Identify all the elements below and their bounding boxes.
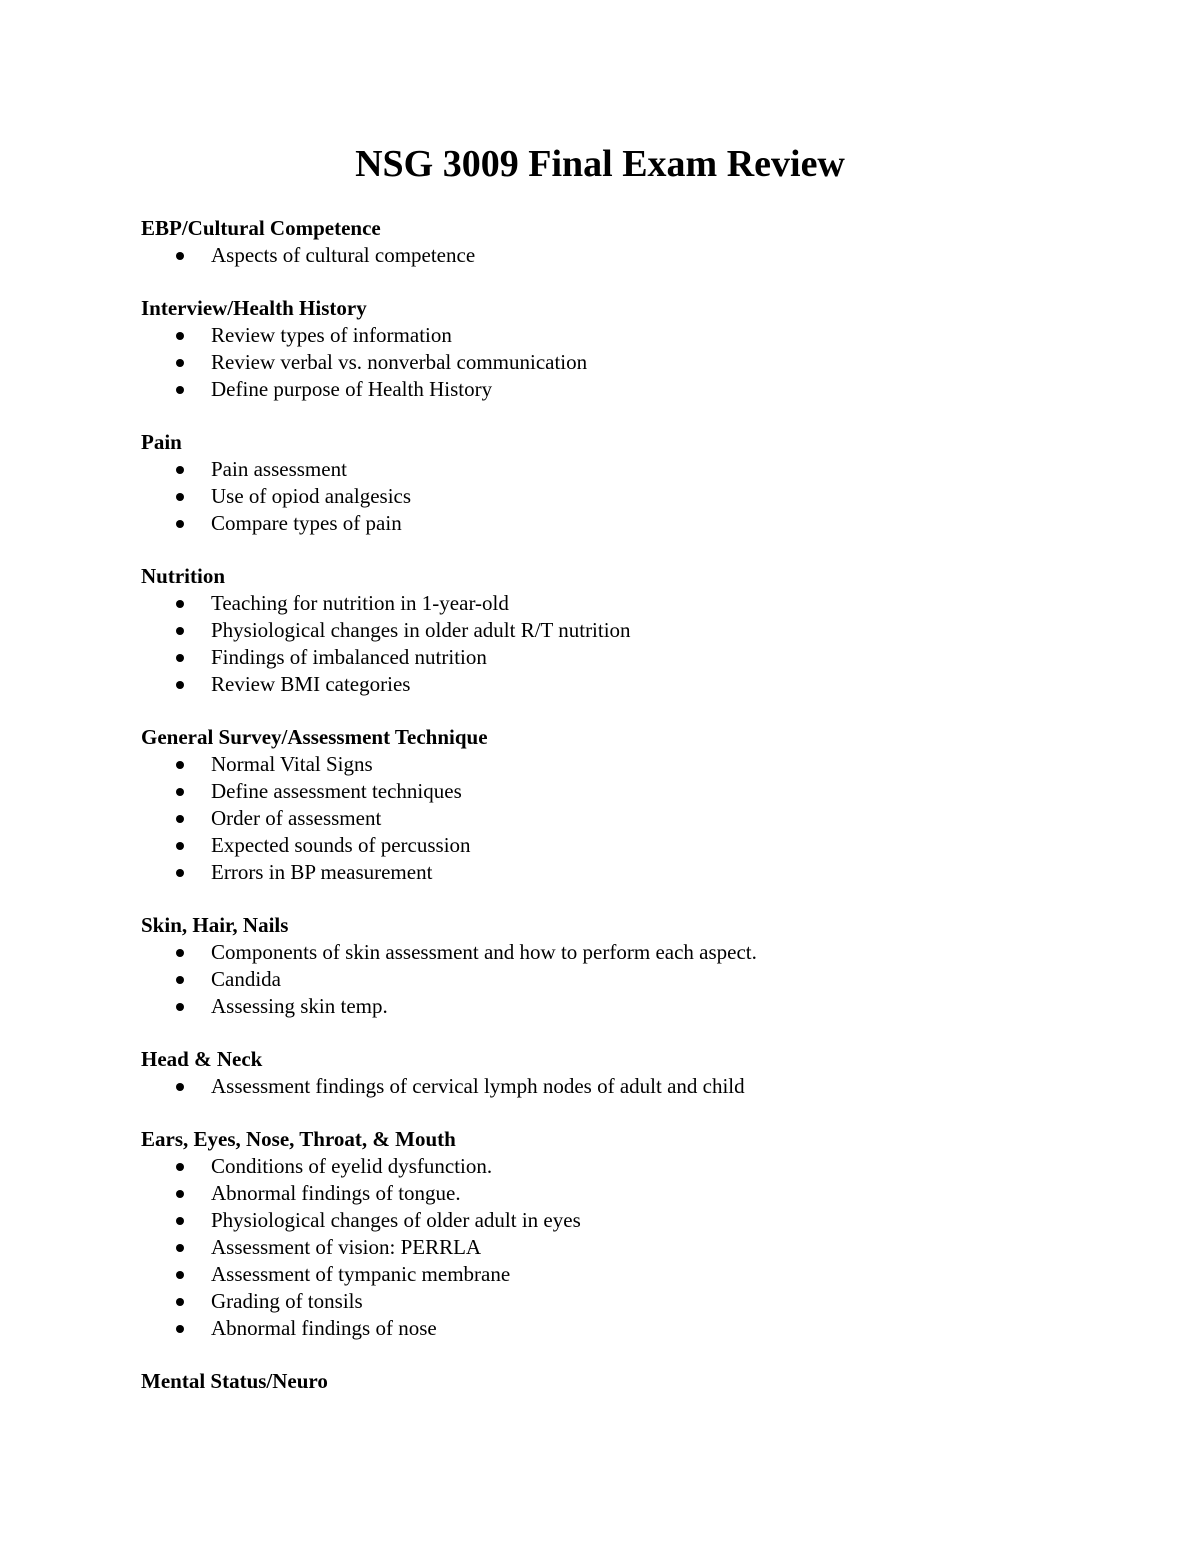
list-item-text: Assessment of vision: PERRLA [211, 1235, 482, 1259]
section-heading: Pain [141, 430, 182, 454]
section-nutrition [141, 563, 1101, 698]
bullet-icon [176, 1163, 184, 1171]
bullet-icon [176, 1217, 184, 1225]
bullet-list [141, 590, 1101, 698]
section-skin-hair-nails [141, 912, 1101, 1020]
list-item [141, 376, 1101, 403]
bullet-list [141, 1073, 1101, 1100]
bullet-icon [176, 600, 184, 608]
bullet-icon [176, 949, 184, 957]
bullet-icon [176, 359, 184, 367]
list-item [141, 751, 1101, 778]
bullet-list [141, 751, 1101, 886]
list-item-text: Grading of tonsils [211, 1289, 363, 1313]
list-item [141, 671, 1101, 698]
list-item-text: Candida [211, 967, 281, 991]
list-item [141, 993, 1101, 1020]
bullet-list [141, 1153, 1101, 1342]
section-heading: Skin, Hair, Nails [141, 913, 289, 937]
bullet-icon [176, 386, 184, 394]
list-item-text: Errors in BP measurement [211, 860, 433, 884]
section-heading: Interview/Health History [141, 296, 367, 320]
bullet-icon [176, 815, 184, 823]
section-heading: Mental Status/Neuro [141, 1369, 328, 1393]
list-item-text: Normal Vital Signs [211, 752, 373, 776]
list-item-text: Use of opiod analgesics [211, 484, 412, 508]
list-item-text: Physiological changes in older adult R/T nutrition [211, 618, 631, 642]
list-item [141, 1234, 1101, 1261]
list-item [141, 590, 1101, 617]
section-heading: General Survey/Assessment Technique [141, 725, 488, 749]
list-item-text: Findings of imbalanced nutrition [211, 645, 487, 669]
list-item-text: Abnormal findings of tongue. [211, 1181, 461, 1205]
list-item-text: Teaching for nutrition in 1-year-old [211, 591, 509, 615]
list-item [141, 483, 1101, 510]
list-item-text: Define purpose of Health History [211, 377, 493, 401]
bullet-icon [176, 1083, 184, 1091]
list-item-text: Components of skin assessment and how to perform each aspect. [211, 940, 757, 964]
section-heading: Nutrition [141, 564, 225, 588]
list-item [141, 832, 1101, 859]
bullet-icon [176, 788, 184, 796]
bullet-icon [176, 976, 184, 984]
document-content [141, 215, 1101, 1421]
bullet-icon [176, 1244, 184, 1252]
list-item-text: Conditions of eyelid dysfunction. [211, 1154, 493, 1178]
bullet-icon [176, 1271, 184, 1279]
bullet-icon [176, 493, 184, 501]
list-item [141, 322, 1101, 349]
bullet-icon [176, 332, 184, 340]
section-heading: Ears, Eyes, Nose, Throat, & Mouth [141, 1127, 456, 1151]
list-item [141, 644, 1101, 671]
list-item-text: Assessment findings of cervical lymph nodes of adult and child [211, 1074, 745, 1098]
list-item-text: Review BMI categories [211, 672, 411, 696]
list-item [141, 859, 1101, 886]
list-item [141, 1180, 1101, 1207]
list-item-text: Assessment of tympanic membrane [211, 1262, 511, 1286]
list-item-text: Abnormal findings of nose [211, 1316, 437, 1340]
list-item-text: Define assessment techniques [211, 779, 462, 803]
bullet-icon [176, 1325, 184, 1333]
list-item-text: Assessing skin temp. [211, 994, 388, 1018]
list-item [141, 1261, 1101, 1288]
bullet-icon [176, 627, 184, 635]
list-item [141, 456, 1101, 483]
section-interview-health-history [141, 295, 1101, 403]
list-item [141, 939, 1101, 966]
bullet-icon [176, 869, 184, 877]
list-item-text: Compare types of pain [211, 511, 402, 535]
bullet-icon [176, 252, 184, 260]
bullet-icon [176, 1190, 184, 1198]
section-heading: EBP/Cultural Competence [141, 216, 381, 240]
bullet-icon [176, 1298, 184, 1306]
list-item-text: Review types of information [211, 323, 452, 347]
bullet-icon [176, 761, 184, 769]
list-item-text: Review verbal vs. nonverbal communication [211, 350, 588, 374]
list-item [141, 1315, 1101, 1342]
list-item [141, 242, 1101, 269]
list-item [141, 1073, 1101, 1100]
list-item-text: Pain assessment [211, 457, 347, 481]
list-item [141, 778, 1101, 805]
section-head-and-neck [141, 1046, 1101, 1100]
list-item-text: Physiological changes of older adult in eyes [211, 1208, 581, 1232]
bullet-icon [176, 842, 184, 850]
section-pain [141, 429, 1101, 537]
bullet-list [141, 939, 1101, 1020]
bullet-icon [176, 681, 184, 689]
bullet-list [141, 322, 1101, 403]
bullet-icon [176, 1003, 184, 1011]
list-item [141, 510, 1101, 537]
section-ears-eyes-nose-throat-and-mouth [141, 1126, 1101, 1342]
list-item-text: Order of assessment [211, 806, 382, 830]
section-heading: Head & Neck [141, 1047, 263, 1071]
bullet-list [141, 456, 1101, 537]
list-item [141, 966, 1101, 993]
list-item [141, 1153, 1101, 1180]
list-item [141, 617, 1101, 644]
bullet-icon [176, 520, 184, 528]
bullet-icon [176, 466, 184, 474]
section-mental-status-neuro [141, 1368, 1101, 1395]
list-item-text: Aspects of cultural competence [211, 243, 476, 267]
list-item [141, 1207, 1101, 1234]
list-item [141, 1288, 1101, 1315]
bullet-icon [176, 654, 184, 662]
section-general-survey-assessment-technique [141, 724, 1101, 886]
list-item [141, 349, 1101, 376]
list-item-text: Expected sounds of percussion [211, 833, 471, 857]
list-item [141, 805, 1101, 832]
section-ebp-cultural-competence [141, 215, 1101, 269]
document-title: NSG 3009 Final Exam Review [355, 143, 845, 185]
bullet-list [141, 242, 1101, 269]
